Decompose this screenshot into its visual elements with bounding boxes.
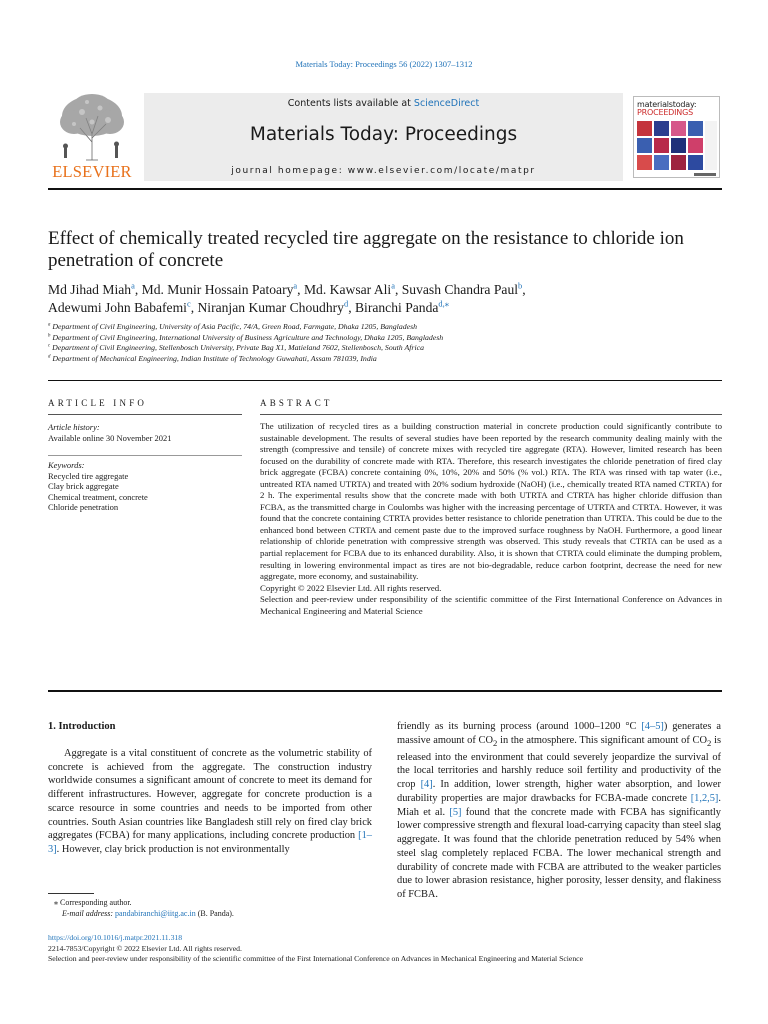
journal-cover-thumbnail[interactable]: [633, 96, 720, 178]
email-note: [48, 908, 378, 919]
issn-copyright: 2214-7853/Copyright © 2022 Elsevier Ltd. All rights reserved.: [48, 943, 242, 953]
affiliation-mark: b: [48, 333, 51, 338]
author-separator: ,: [394, 282, 402, 297]
elsevier-logo[interactable]: [48, 90, 138, 184]
abstract-paragraph: The utilization of recycled tires as a building construction material in concrete production could significantly contribute to sustainable development. The results of several studies have been reported by the research community dealing mainly with the strength (compressive and tensile) of concrete mixes with recycled tire aggregate (RTA). However, limited research has been focused on the durability of concrete made with RTA. Therefore, this research investigates the chloride penetration of fired clay brick aggregate (FCBA) concrete containing 0%, 10%, 20% and 50% (% vol.) RTA. The RTA was rinsed with tap water (i.e., untreated RTA named UTRTA) and treated with 20% sodium hydroxide (NaOH) (i.e., chemically treated RTA named CTRTA) for 2 h. The experimental results show that the concrete made with both UTRTA and CTRTA has higher chloride diffusion than FCBA, as the transmitted charge in Coulombs was higher with the increasing percentage of UTRTA and CTRTA. However, it was found that the concrete containing CTRTA provides better resistance to chloride penetration than UTRTA. This could be due to the enhanced bond between CTRTA and cement paste due to the improved surface roughness by NaOH. Furthermore, a good linear relationship of chloride penetration with compressive strength was observed. This study reveals that CTRTA can be used as a partial replacement for FCBA due to its enhanced durability. Also, it is shown that CTRTA could eliminate the dumping problem, resulting in lowering environmental impact as tires are not bio-degradable, reduce carbon footprint, decrease the need for new aggregate, more economy, and sustainability.: [260, 421, 722, 582]
doi-link[interactable]: https://doi.org/10.1016/j.matpr.2021.11.318: [48, 933, 183, 942]
affiliation-text: Department of Mechanical Engineering, Indian Institute of Technology Guwahati, Assam 781039, India: [52, 353, 377, 363]
corresponding-author-note: [48, 897, 378, 908]
author-affil-mark[interactable]: a: [131, 280, 135, 291]
intro-text: ) generates a massive amount of CO: [397, 721, 721, 746]
footnote: [48, 897, 378, 919]
intro-text: is released into the environment that could severely jeopardize the survival of the local territories and harshly reduce soil fertility and productivity of the crop: [397, 734, 721, 791]
cover-title-line2: PROCEEDINGS: [637, 108, 693, 117]
affiliation-item: [48, 322, 728, 333]
sciencedirect-link[interactable]: ScienceDirect: [413, 98, 480, 109]
article-info-heading: ARTICLE INFO: [48, 398, 148, 408]
author-affil-mark[interactable]: c: [186, 297, 191, 308]
intro-text: friendly as its burning process (around 1000–1200 °C: [397, 721, 642, 732]
affiliation-item: [48, 343, 728, 354]
author-affil-mark[interactable]: a: [391, 280, 395, 291]
affiliation-text: Department of Civil Engineering, University of Asia Pacific, 74/A, Green Road, Farmgate, Dhaka 1205, Bangladesh: [52, 322, 418, 331]
affiliation-mark: d: [48, 354, 51, 360]
intro-text: found that the concrete made with FCBA has significantly lower compressive strength and flexural load-carrying capacity than steel slag aggregate. It was found that the chloride penetration reduced by 54% when steel slag completely replaced FCBA. The lower mechanical strength and durability of concrete made with FCBA are attributed to the weaker particles due to lower abrasion resistance, higher porosity, lesser density, and flakiness of FCBA.: [397, 806, 722, 901]
keyword-item: Chemical treatment, concrete: [48, 491, 148, 502]
author-name: Md. Kawsar Ali: [303, 282, 392, 297]
author-name: Md Jihad Miah: [48, 282, 132, 297]
body-rule: [48, 690, 722, 692]
history-label: Article history:: [48, 422, 100, 432]
intro-text: . In addition, lower strength, higher water absorption, and lower durability properties are major drawbacks for FCBA-made concrete: [397, 779, 722, 804]
author-name: Niranjan Kumar Choudhry: [197, 299, 344, 315]
history-value: Available online 30 November 2021: [48, 432, 172, 443]
intro-paragraph: [48, 747, 372, 857]
contents-line: [144, 98, 623, 109]
affiliation-mark: c: [48, 343, 51, 349]
keywords-block: [48, 460, 242, 513]
author-list: [48, 281, 728, 316]
citation-link[interactable]: [1–3]: [48, 830, 372, 855]
contents-prefix: Contents lists available at: [287, 98, 414, 109]
footnote-mark: ⁎: [54, 898, 58, 907]
subscript: 2: [706, 737, 712, 748]
abstract-body: [260, 421, 722, 617]
author-affil-mark[interactable]: d: [343, 297, 349, 308]
affiliation-item: [48, 354, 728, 365]
journal-homepage[interactable]: journal homepage: www.elsevier.com/locate/matpr: [231, 166, 536, 176]
intro-text: . However, clay brick production is not environmentally: [56, 844, 290, 855]
section-heading-introduction: 1. Introduction: [48, 721, 116, 732]
author-affil-mark[interactable]: b: [518, 280, 523, 291]
author-name: Biranchi Panda: [354, 299, 439, 315]
journal-header: [48, 90, 722, 184]
citation-link[interactable]: [5]: [449, 806, 462, 818]
author-separator: ,: [522, 282, 526, 297]
keywords-rule: [48, 455, 242, 456]
elsevier-wordmark: ELSEVIER: [52, 162, 132, 181]
citation-link[interactable]: [1,2,5]: [690, 792, 719, 804]
keyword-item: Chloride penetration: [48, 502, 119, 512]
author[interactable]: [48, 297, 191, 315]
citation-link[interactable]: [4]: [420, 779, 433, 791]
affiliation-mark: a: [48, 322, 51, 328]
author[interactable]: [142, 282, 298, 297]
corresponding-label: Corresponding author.: [60, 898, 132, 907]
footnote-rule: [48, 893, 94, 894]
author[interactable]: [401, 280, 526, 297]
section-rule: [48, 380, 722, 381]
cover-artwork-icon: [634, 97, 720, 178]
author[interactable]: [48, 282, 135, 297]
affiliation-text: Department of Civil Engineering, Stellenbosch University, Private Bag X1, Matieland 7602, Stellenbosch, South Africa: [52, 343, 424, 353]
affiliation-list: [48, 322, 728, 364]
author-separator: ,: [134, 282, 142, 297]
abstract-copyright: Copyright © 2022 Elsevier Ltd. All rights reserved.: [260, 582, 442, 593]
body-column-left: [48, 720, 372, 857]
intro-text: . Miah et al.: [397, 792, 721, 818]
citation-link[interactable]: [4–5]: [641, 721, 664, 732]
subscript: 2: [492, 737, 498, 748]
journal-title: Materials Today: Proceedings: [249, 124, 518, 145]
article-info-rule: [48, 414, 242, 415]
elsevier-tree-icon: [52, 92, 132, 162]
author[interactable]: [354, 297, 449, 315]
article-info-block: [48, 422, 242, 443]
header-rule: [48, 188, 722, 190]
abstract-heading: ABSTRACT: [260, 398, 333, 408]
keyword-item: Clay brick aggregate: [48, 481, 119, 491]
author[interactable]: [304, 282, 395, 297]
author-affil-mark[interactable]: a: [293, 280, 298, 291]
affiliation-item: [48, 333, 728, 344]
author-separator: ,: [190, 299, 198, 315]
article-title: Effect of chemically treated recycled tire aggregate on the resistance to chloride ion penetration of concrete: [48, 228, 684, 271]
author-name: Adewumi John Babafemi: [48, 299, 187, 315]
author-name: Suvash Chandra Paul: [401, 282, 519, 297]
email-label: E-mail address:: [62, 909, 116, 918]
author-separator: ,: [348, 299, 355, 315]
author-email-link[interactable]: pandabiranchi@iitg.ac.in: [115, 909, 196, 918]
intro-text: in the atmosphere. This significant amount of CO: [497, 734, 707, 746]
abstract-rule: [260, 414, 722, 415]
intro-paragraph-continued: [397, 720, 721, 902]
journal-citation[interactable]: Materials Today: Proceedings 56 (2022) 1307–1312: [295, 59, 473, 69]
author[interactable]: [197, 297, 349, 315]
author-separator: ,: [297, 282, 304, 297]
affiliation-text: Department of Civil Engineering, International University of Business Agriculture and Technology, Dhaka 1205, Bangladesh: [52, 332, 444, 342]
abstract-peer-review: Selection and peer-review under responsibility of the scientific committee of the First International Conference on Advances in Mechanical Engineering and Material Science: [260, 594, 722, 616]
cover-title-line1: materialstoday:: [637, 100, 697, 109]
bottom-info: [48, 933, 738, 965]
email-suffix: (B. Panda).: [195, 909, 234, 918]
keywords-label: Keywords:: [48, 460, 85, 470]
intro-text: Aggregate is a vital constituent of concrete as the volumetric stability of concrete is achieved from the aggregate. The construction industry worldwide consumes a significant amount of concrete to meet its demand for different infrastructures. However, aggregate for concrete production is a scarce resource in some countries and needs to be imported from other countries. South Asian countries like Bangladesh still rely on fired clay brick aggregates (FCBA) for many applications, including concrete production: [48, 747, 372, 842]
journal-banner: [144, 93, 623, 181]
bottom-peer-review: Selection and peer-review under responsibility of the scientific committee of the First International Conference on Advances in Mechanical Engineering and Material Science: [48, 954, 584, 963]
body-column-right: [397, 720, 721, 902]
author-name: Md. Munir Hossain Patoary: [141, 282, 294, 297]
keyword-item: Recycled tire aggregate: [48, 470, 129, 481]
author-affil-mark[interactable]: d,⁎: [438, 297, 449, 308]
